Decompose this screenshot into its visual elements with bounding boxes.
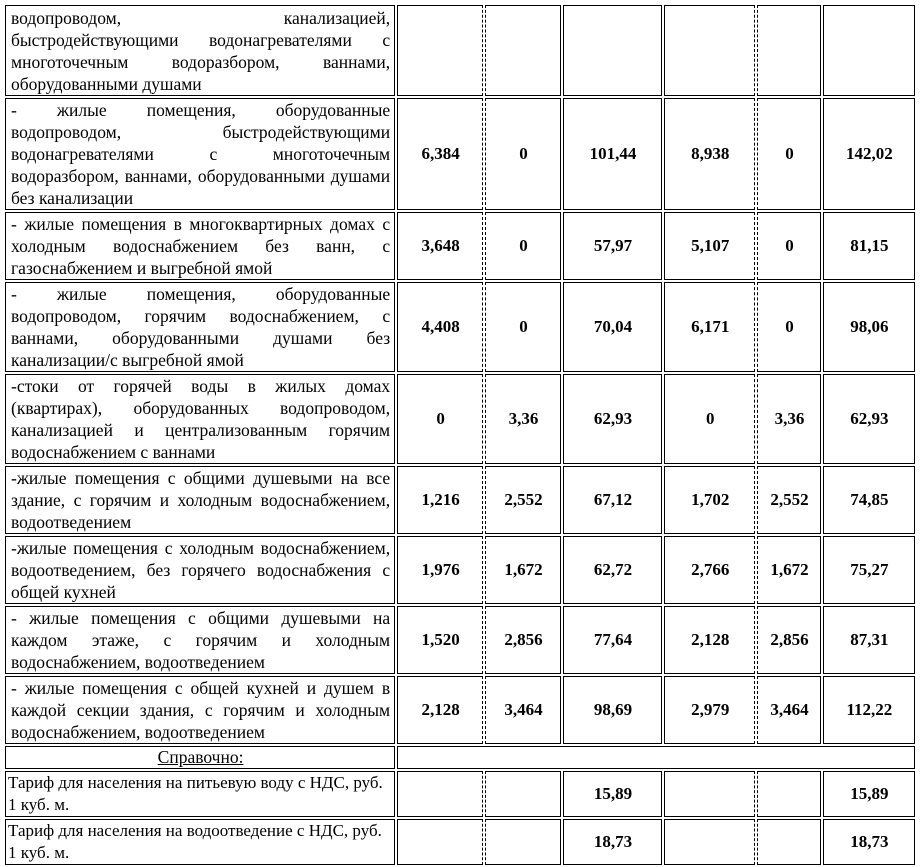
value-cell [757,5,820,96]
table-row [5,771,915,817]
value-cell: 57,97 [563,212,662,280]
value-cell: 1,520 [397,606,483,674]
value-cell [485,771,561,817]
value-cell: 1,976 [397,536,483,604]
value-cell: 1,672 [485,536,561,604]
value-cell: 15,89 [823,771,915,817]
value-cell: 0 [757,282,820,372]
value-cell: 0 [757,98,820,210]
value-cell: 62,93 [823,374,915,464]
value-cell: 2,979 [664,676,755,744]
table-row [5,536,915,604]
value-cell: 112,22 [823,676,915,744]
value-cell: 70,04 [563,282,662,372]
row-description: -жилые помещения с холодным водоснабжением, водоотведением, без горячего водоснабжения с общей кухней [5,536,395,604]
value-cell [563,5,662,96]
value-cell: 0 [485,282,561,372]
reference-heading-text: Справочно: [157,747,244,767]
value-cell: 2,856 [485,606,561,674]
value-cell: 18,73 [563,819,662,865]
value-cell: 3,464 [485,676,561,744]
value-cell: 81,15 [823,212,915,280]
value-cell: 75,27 [823,536,915,604]
value-cell: 0 [485,98,561,210]
value-cell: 1,702 [664,466,755,534]
value-cell [757,819,820,865]
table-row [5,212,915,280]
value-cell: 77,64 [563,606,662,674]
value-cell: 4,408 [397,282,483,372]
value-cell [485,819,561,865]
table-row [5,374,915,464]
reference-heading [5,746,395,769]
value-cell: 2,128 [664,606,755,674]
value-cell: 0 [485,212,561,280]
value-cell: 2,128 [397,676,483,744]
value-cell: 15,89 [563,771,662,817]
row-description: - жилые помещения с общей кухней и душем в каждой секции здания, с горячим и холодным водоснабжением, водоотведением [5,676,395,744]
row-description: -жилые помещения с общими душевыми на все здание, с горячим и холодным водоснабжением, водоотведением [5,466,395,534]
table-row [5,676,915,744]
value-cell: 0 [757,212,820,280]
value-cell: 8,938 [664,98,755,210]
value-cell [664,819,755,865]
row-description: Тариф для населения на питьевую воду с НДС, руб. 1 куб. м. [5,771,395,817]
value-cell: 0 [664,374,755,464]
tariff-table-container [3,3,917,867]
row-description: - жилые помещения в многоквартирных домах с холодным водоснабжением без ванн, с газоснабжением и выгребной ямой [5,212,395,280]
value-cell: 101,44 [563,98,662,210]
reference-heading-row [5,746,915,769]
row-description: - жилые помещения, оборудованные водопроводом, быстродействующими водонагревателями с многоточечным водоразбором, ваннами, оборудованными душами без канализации [5,98,395,210]
value-cell: 0 [397,374,483,464]
row-description: водопроводом, канализацией, быстродействующими водонагревателями с многоточечным водоразбором, ваннами, оборудованными душами [5,5,395,96]
value-cell: 1,672 [757,536,820,604]
row-description: - жилые помещения, оборудованные водопроводом, горячим водоснабжением, с ваннами, оборудованными душами без канализации/с выгребной ямой [5,282,395,372]
value-cell [664,5,755,96]
reference-heading-blank [397,746,915,769]
table-row [5,98,915,210]
value-cell: 18,73 [823,819,915,865]
value-cell: 3,36 [757,374,820,464]
table-row [5,466,915,534]
table-row [5,606,915,674]
value-cell: 2,766 [664,536,755,604]
table-row [5,282,915,372]
value-cell [485,5,561,96]
value-cell: 2,552 [485,466,561,534]
value-cell: 98,69 [563,676,662,744]
value-cell: 6,171 [664,282,755,372]
value-cell: 62,93 [563,374,662,464]
table-row [5,819,915,865]
value-cell [823,5,915,96]
value-cell: 3,648 [397,212,483,280]
value-cell: 2,856 [757,606,820,674]
value-cell [397,819,483,865]
value-cell [664,771,755,817]
row-description: Тариф для населения на водоотведение с НДС, руб. 1 куб. м. [5,819,395,865]
value-cell: 3,464 [757,676,820,744]
value-cell: 67,12 [563,466,662,534]
value-cell: 3,36 [485,374,561,464]
value-cell: 87,31 [823,606,915,674]
value-cell [397,771,483,817]
value-cell: 1,216 [397,466,483,534]
value-cell: 98,06 [823,282,915,372]
value-cell: 62,72 [563,536,662,604]
row-description: - жилые помещения с общими душевыми на каждом этаже, с горячим и холодным водоснабжением, водоотведением [5,606,395,674]
row-description: -стоки от горячей воды в жилых домах (квартирах), оборудованных водопроводом, канализацией и централизованным горячим водоснабжением с ваннами [5,374,395,464]
table-row [5,5,915,96]
value-cell [397,5,483,96]
tariff-table [3,3,917,867]
value-cell: 6,384 [397,98,483,210]
value-cell: 5,107 [664,212,755,280]
value-cell: 2,552 [757,466,820,534]
value-cell: 142,02 [823,98,915,210]
value-cell: 74,85 [823,466,915,534]
value-cell [757,771,820,817]
